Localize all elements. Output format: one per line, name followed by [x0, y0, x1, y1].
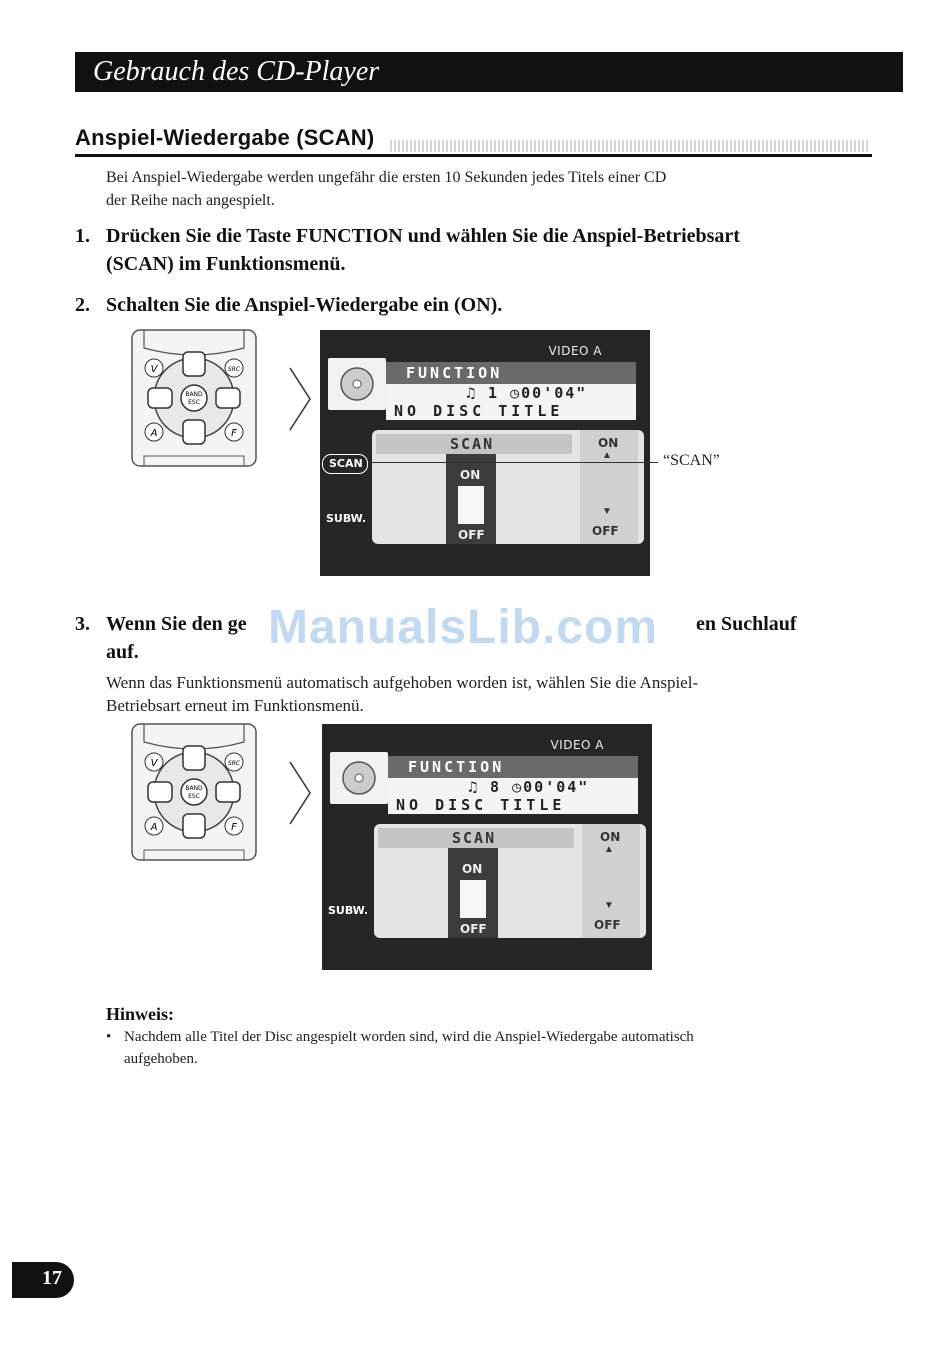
scan-button-badge [322, 454, 368, 474]
f-label: F [231, 822, 237, 833]
menu-panel [374, 824, 646, 938]
note-line-2: aufgehoben. [124, 1051, 198, 1067]
track-info [386, 384, 636, 420]
intro-line-2: der Reihe nach angespielt. [106, 192, 275, 209]
track-time: ♫ 1 ◷00'04" [466, 384, 588, 402]
page-number-tab [12, 1262, 74, 1298]
step-number: 2. [75, 294, 90, 316]
step-text-line-1: Wenn Sie den ge [106, 613, 247, 635]
subwoofer-label: SUBW. [326, 512, 367, 525]
watermark: ManualsLib.com [268, 601, 659, 654]
selector-off-label: OFF [458, 528, 485, 542]
on-off-column [582, 824, 640, 938]
step-text-line-2: (SCAN) im Funktionsmenü. [106, 253, 346, 275]
cd-icon [330, 752, 388, 804]
track-info [388, 778, 638, 814]
on-label: ON [600, 830, 621, 844]
track-time: ♫ 8 ◷00'04" [468, 778, 590, 796]
step3-body-line-1: Wenn das Funktionsmenü automatisch aufgehoben worden ist, wählen Sie die Anspiel- [106, 673, 699, 692]
down-triangle-icon: ▼ [602, 506, 612, 517]
menu-panel [372, 430, 644, 544]
display-screen [320, 330, 650, 576]
scan-menu-item [378, 828, 574, 848]
esc-label: ESC [188, 793, 200, 800]
step-text-line-1-end: en Suchlauf [696, 613, 797, 635]
on-off-column [580, 430, 638, 544]
scan-label: SCAN [450, 435, 495, 453]
scan-label: SCAN [452, 829, 497, 847]
function-bar [388, 756, 638, 778]
display-screen [322, 724, 652, 970]
on-off-selector [446, 454, 496, 544]
remote-control-illustration [130, 722, 258, 862]
up-triangle-icon: ▲ [602, 450, 612, 461]
selector-indicator [460, 880, 486, 918]
band-label: BAND [185, 785, 203, 792]
arrow-right-icon [288, 366, 312, 432]
on-off-selector [448, 848, 498, 938]
selector-off-label: OFF [460, 922, 487, 936]
function-label: FUNCTION [406, 364, 503, 382]
step-2 [0, 291, 950, 321]
on-label: ON [598, 436, 619, 450]
step-text-line-2: auf. [106, 641, 139, 663]
off-label: OFF [592, 524, 619, 538]
page-number: 17 [42, 1267, 62, 1289]
src-label: SRC [227, 366, 241, 373]
callout-line [368, 462, 658, 463]
step-number: 3. [75, 613, 90, 635]
chapter-header [75, 52, 903, 92]
intro-line-1: Bei Anspiel-Wiedergabe werden ungefähr die ersten 10 Sekunden jedes Titels einer CD [106, 169, 667, 186]
function-label: FUNCTION [408, 758, 505, 776]
v-label: V [150, 758, 158, 769]
f-label: F [231, 428, 237, 439]
scan-badge-label: SCAN [329, 457, 363, 470]
chapter-title: Gebrauch des CD-Player [93, 56, 380, 87]
a-label: A [150, 822, 158, 833]
selector-indicator [458, 486, 484, 524]
esc-label: ESC [188, 399, 200, 406]
disc-title: NO DISC TITLE [396, 796, 566, 814]
function-bar [386, 362, 636, 384]
down-triangle-icon: ▼ [604, 900, 614, 911]
arrow-right-icon [288, 760, 312, 826]
scan-menu-item [376, 434, 572, 454]
section-rule [75, 154, 872, 157]
a-label: A [150, 428, 158, 439]
band-label: BAND [185, 391, 203, 398]
up-triangle-icon: ▲ [604, 844, 614, 855]
note-bullet: • [106, 1029, 112, 1045]
note-title: Hinweis: [106, 1004, 175, 1024]
subwoofer-label: SUBW. [328, 904, 369, 917]
section-title: Anspiel-Wiedergabe (SCAN) [75, 125, 375, 150]
selector-on-label: ON [460, 468, 481, 482]
selector-on-label: ON [462, 862, 483, 876]
remote-control-illustration [130, 328, 258, 468]
disc-title: NO DISC TITLE [394, 402, 564, 420]
step-1 [0, 222, 950, 282]
note-line-1: Nachdem alle Titel der Disc angespielt worden sind, wird die Anspiel-Wiedergabe automatisch [124, 1029, 694, 1045]
v-label: V [150, 364, 158, 375]
note-text [124, 1026, 824, 1070]
cd-icon [328, 358, 386, 410]
step-number: 1. [75, 225, 90, 247]
step-text-line-1: Drücken Sie die Taste FUNCTION und wählen Sie die Anspiel-Betriebsart [106, 225, 740, 247]
step-text-line-1: Schalten Sie die Anspiel-Wiedergabe ein (ON). [106, 294, 503, 316]
off-label: OFF [594, 918, 621, 932]
section-rule-pattern [390, 140, 870, 152]
callout-label: “SCAN” [663, 452, 720, 469]
video-source-label: VIDEO A [548, 344, 602, 358]
video-source-label: VIDEO A [550, 738, 604, 752]
src-label: SRC [227, 760, 241, 767]
step3-body-line-2: Betriebsart erneut im Funktionsmenü. [106, 696, 364, 715]
